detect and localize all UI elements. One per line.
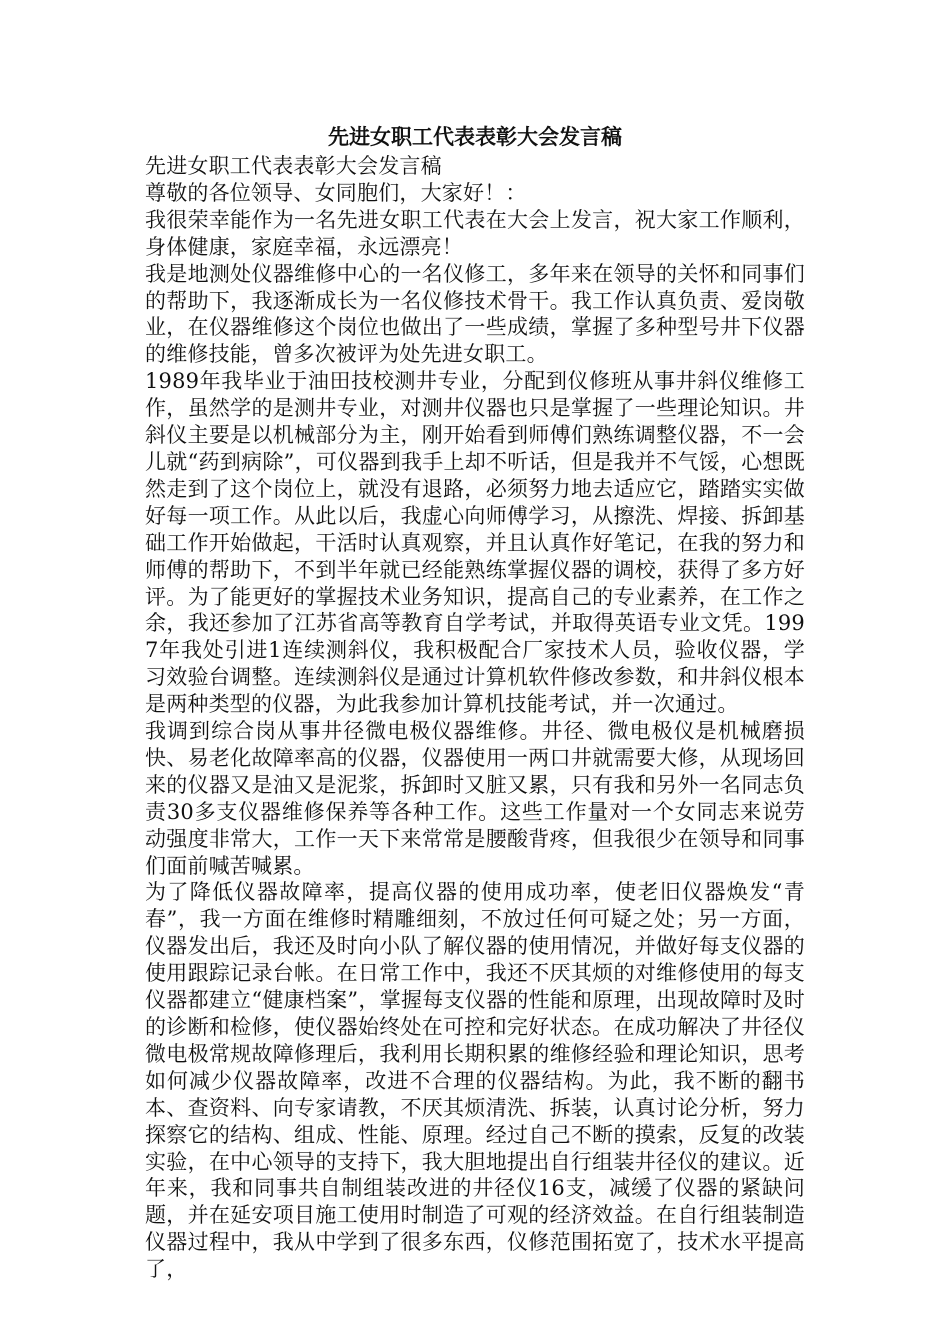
paragraph-caliper-maintenance: 我调到综合岗从事井径微电极仪器维修。井径、微电极仪是机械磨损快、易老化故障率高的仪器，仪器使用一两口井就需要大修，从现场回来的仪器又是油又是泥浆，拆卸时又脏又累，只有我和另外一名同志负责30多支仪器维修保养等各种工作。这些工作量对一个女同志来说劳动强度非常大，工作一天下来常常是腰酸背疼，但我很少在领导和同事们面前喊苦喊累。 bbox=[145, 719, 805, 878]
document-title: 先进女职工代表表彰大会发言稿 bbox=[328, 125, 622, 149]
document-body bbox=[145, 153, 805, 1283]
paragraph-subtitle: 先进女职工代表表彰大会发言稿 bbox=[145, 154, 442, 178]
paragraph-self-introduction: 我是地测处仪器维修中心的一名仪修工，多年来在领导的关怀和同事们的帮助下，我逐渐成长为一名仪修技术骨干。我工作认真负责、爱岗敬业，在仪器维修这个岗位也做出了一些成绩，掌握了多种型号井下仪器的维修技能，曾多次被评为处先进女职工。 bbox=[145, 261, 805, 367]
paragraph-intro: 我很荣幸能作为一名先进女职工代表在大会上发言，祝大家工作顺利，身体健康，家庭幸福，永远漂亮！ bbox=[145, 207, 805, 259]
paragraph-greeting: 尊敬的各位领导、女同胞们，大家好！： bbox=[145, 180, 527, 205]
document-page bbox=[145, 121, 805, 1283]
paragraph-career-start: 1989年我毕业于油田技校测井专业，分配到仪修班从事井斜仪维修工作，虽然学的是测井专业，对测井仪器也只是掌握了一些理论知识。井斜仪主要是以机械部分为主，刚开始看到师傅们熟练调整仪器，不一会儿就“药到病除”，可仪器到我手上却不听话，但是我并不气馁，心想既然走到了这个岗位上，就没有退路，必须努力地去适应它，踏踏实实做好每一项工作。从此以后，我虚心向师傅学习，从擦洗、焊接、拆卸基础工作开始做起，干活时认真观察，并且认真作好笔记，在我的努力和师傅的帮助下，不到半年就已经能熟练掌握仪器的调校，获得了多方好评。为了能更好的掌握技术业务知识，提高自己的专业素养，在工作之余，我还参加了江苏省高等教育自学考试，并取得英语专业文凭。1997年我处引进1连续测斜仪，我积极配合厂家技术人员，验收仪器，学习效验台调整。连续测斜仪是通过计算机软件修改参数，和井斜仪根本是两种类型的仪器，为此我参加计算机技能考试，并一次通过。 bbox=[145, 369, 805, 717]
paragraph-failure-reduction: 为了降低仪器故障率，提高仪器的使用成功率，使老旧仪器焕发“青春”，我一方面在维修时精雕细刻，不放过任何可疑之处；另一方面，仪器发出后，我还及时向小队了解仪器的使用情况，并做好每支仪器的使用跟踪记录台帐。在日常工作中，我还不厌其烦的对维修使用的每支仪器都建立“健康档案”，掌握每支仪器的性能和原理，出现故障时及时的诊断和检修，使仪器始终处在可控和完好状态。在成功解决了井径仪微电极常规故障修理后，我利用长期积累的维修经验和理论知识，思考如何减少仪器故障率，改进不合理的仪器结构。为此，我不断的翻书本、查资料、向专家请教，不厌其烦清洗、拆装，认真讨论分析，努力探察它的结构、组成、性能、原理。经过自己不断的摸索，反复的改装实验，在中心领导的支持下，我大胆地提出自行组装井径仪的建议。近年来，我和同事共自制组装改进的井径仪16支，减缓了仪器的紧缺问题，并在延安项目施工使用时制造了可观的经济效益。在自行组装制造仪器过程中，我从中学到了很多东西，仪修范围拓宽了，技术水平提高了， bbox=[145, 880, 805, 1282]
